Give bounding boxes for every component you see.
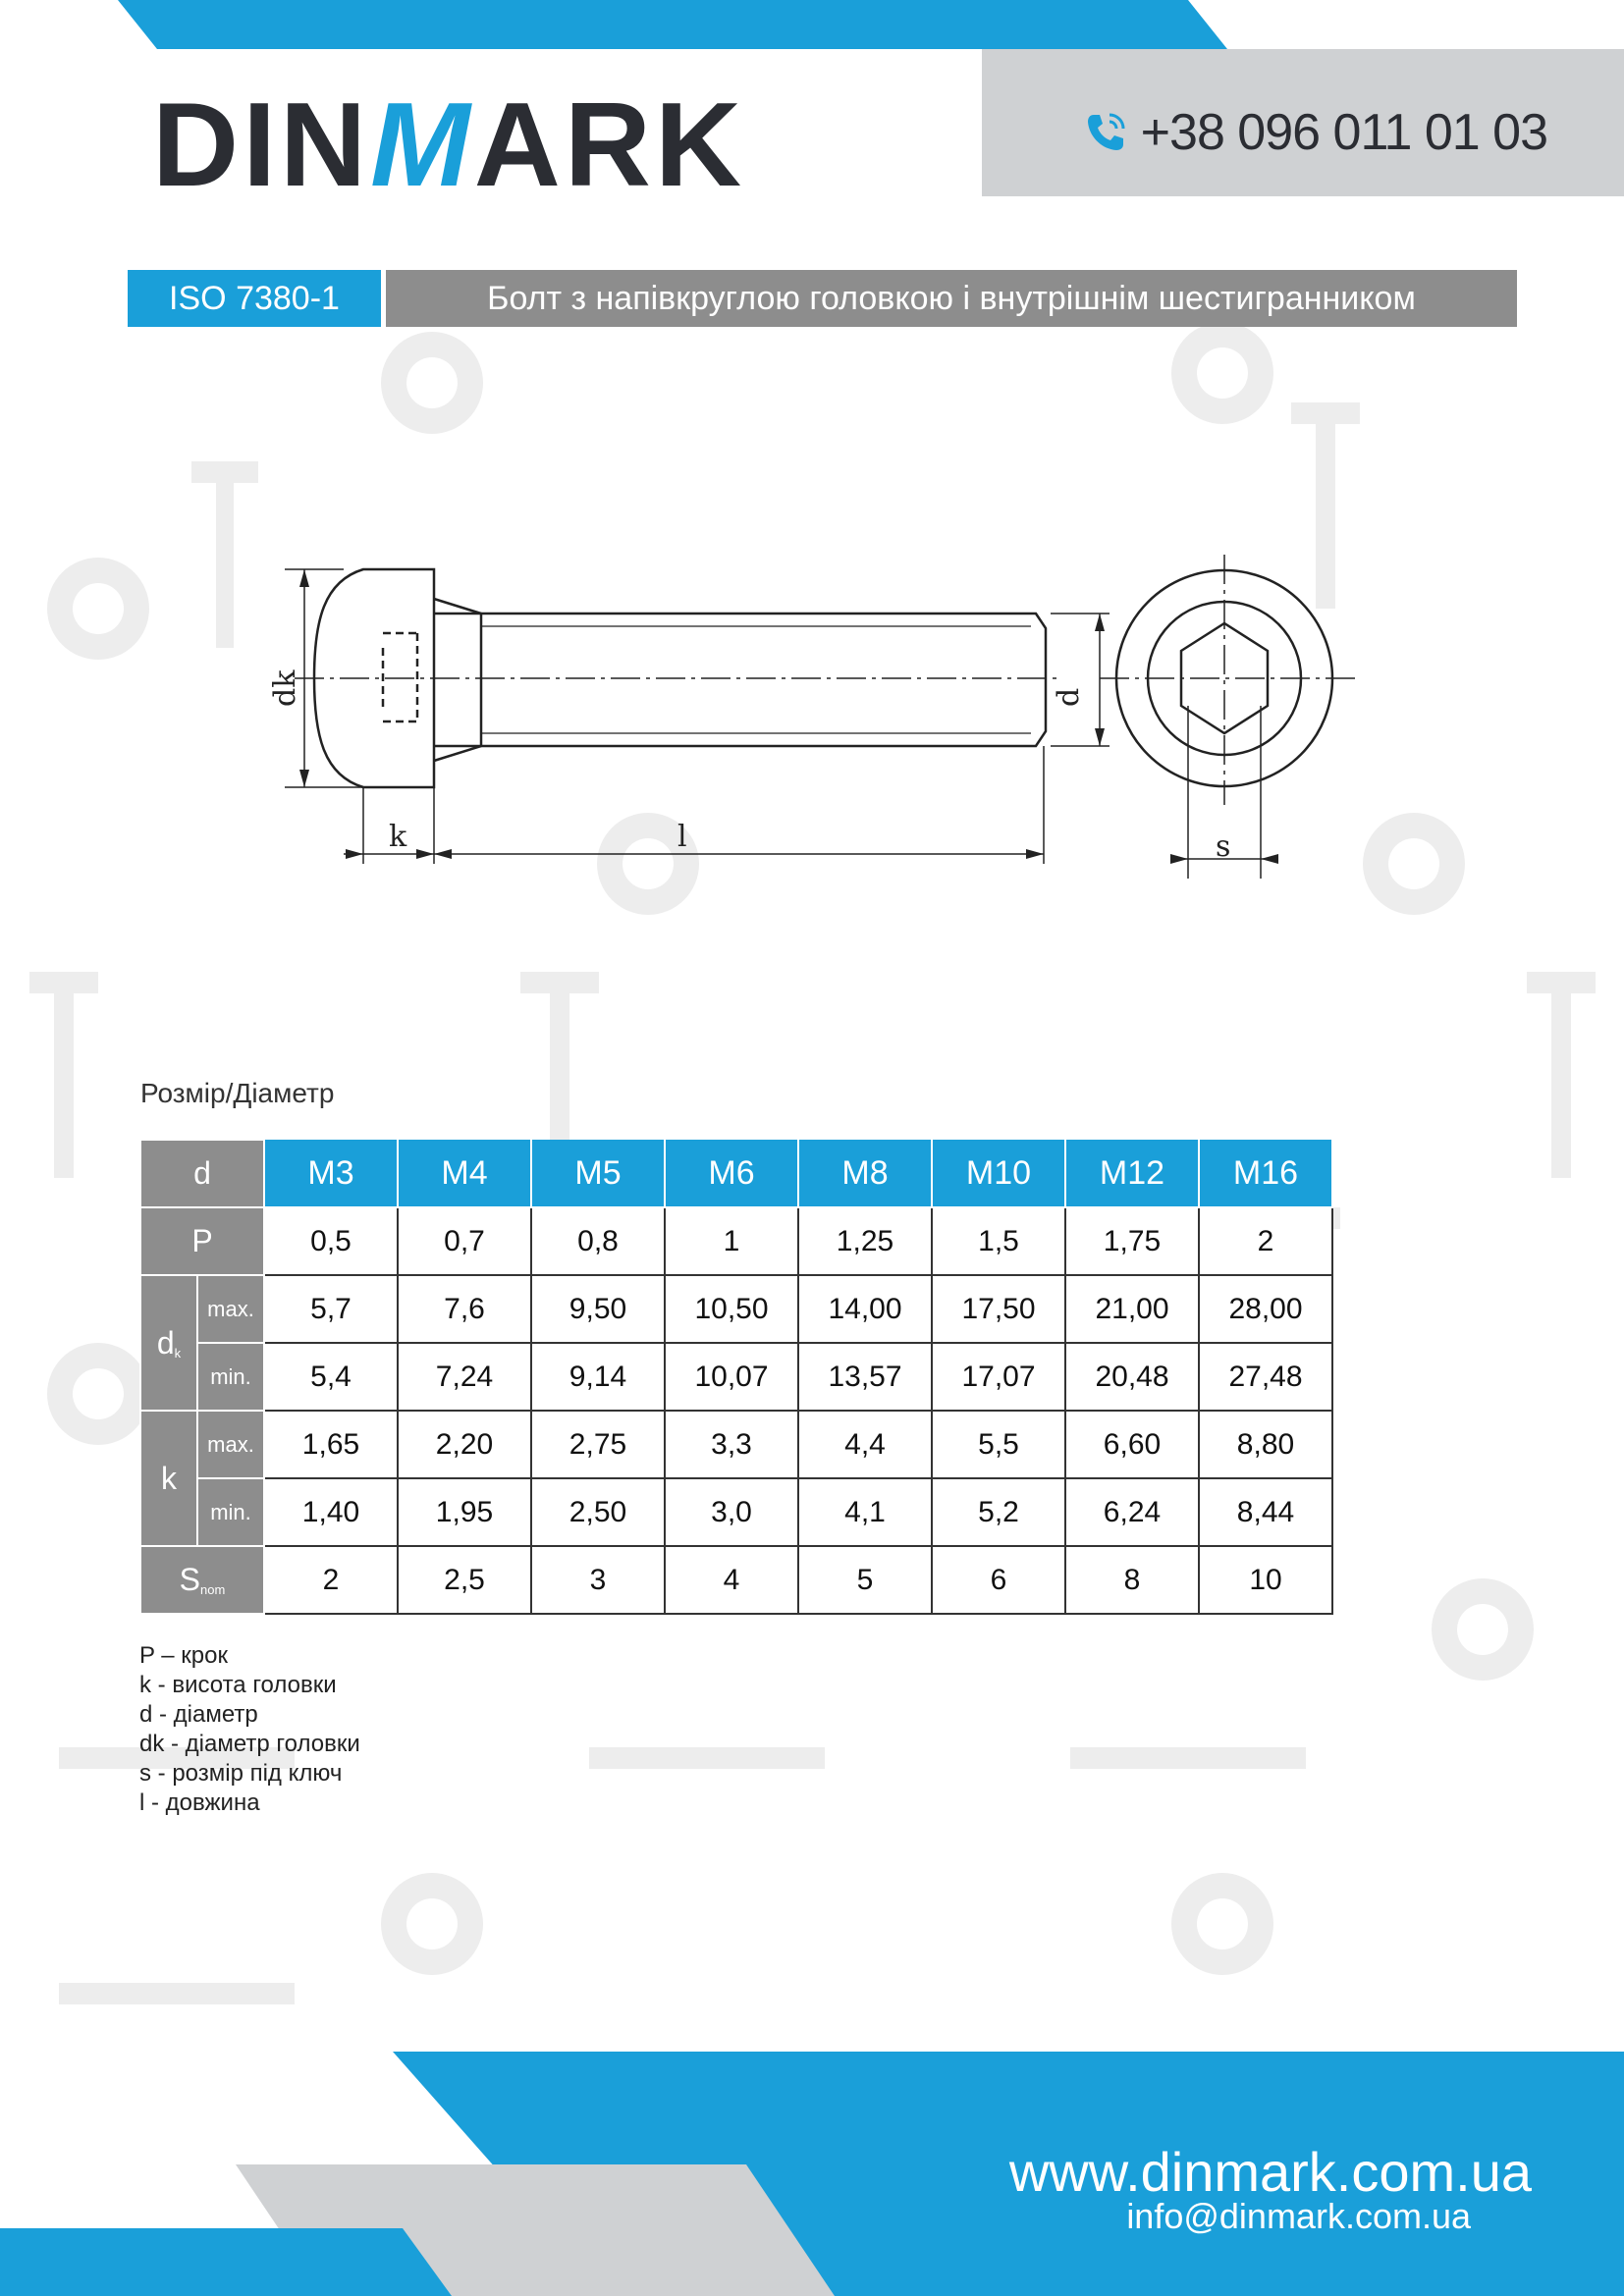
table-cell: 4,4 [798,1411,932,1478]
table-cell: 0,5 [264,1207,398,1275]
row-header-snom: Snom [140,1546,264,1614]
table-cell: 6,24 [1065,1478,1199,1546]
table-cell: 1,75 [1065,1207,1199,1275]
row-subheader-min: min. [197,1478,264,1546]
table-cell: 2,20 [398,1411,531,1478]
table-cell: 5,7 [264,1275,398,1343]
size-header: M12 [1065,1140,1199,1207]
table-cell: 9,50 [531,1275,665,1343]
label-d: d [1052,687,1086,707]
row-header-k: k [140,1411,197,1546]
table-cell: 6 [932,1546,1065,1614]
phone-number: +38 096 011 01 03 [1140,104,1547,161]
table-cell: 8 [1065,1546,1199,1614]
legend-item: l - довжина [139,1789,260,1816]
label-l: l [677,820,687,854]
table-cell: 7,24 [398,1343,531,1411]
table-row [140,1478,1332,1546]
table-cell: 10 [1199,1546,1332,1614]
table-cell: 1,25 [798,1207,932,1275]
dinmark-logo: DINMARK [152,78,746,211]
label-dk: dk [268,669,302,707]
table-cell: 2 [1199,1207,1332,1275]
size-header: M10 [932,1140,1065,1207]
table-row [140,1343,1332,1411]
table-cell: 1,5 [932,1207,1065,1275]
table-cell: 8,44 [1199,1478,1332,1546]
table-cell: 1,65 [264,1411,398,1478]
legend [139,1641,360,1818]
table-cell: 9,14 [531,1343,665,1411]
size-header: M16 [1199,1140,1332,1207]
phone-contact[interactable] [1082,98,1547,167]
table-cell: 5,5 [932,1411,1065,1478]
table-cell: 10,50 [665,1275,798,1343]
size-header: M5 [531,1140,665,1207]
legend-item: dk - діаметр головки [139,1731,360,1757]
legend-item: s - розмір під ключ [139,1760,343,1787]
table-cell: 21,00 [1065,1275,1199,1343]
table-cell: 3,3 [665,1411,798,1478]
table-cell: 4 [665,1546,798,1614]
size-header: M4 [398,1140,531,1207]
table-cell: 1 [665,1207,798,1275]
table-cell: 1,40 [264,1478,398,1546]
size-header: M8 [798,1140,932,1207]
title-bar [128,270,1517,327]
row-subheader-max: max. [197,1275,264,1343]
dimensions-table [139,1139,1333,1615]
row-subheader-min: min. [197,1343,264,1411]
table-cell: 17,07 [932,1343,1065,1411]
table-cell: 2,75 [531,1411,665,1478]
table-cell: 5 [798,1546,932,1614]
table-cell: 17,50 [932,1275,1065,1343]
label-k: k [389,820,407,854]
size-header: M6 [665,1140,798,1207]
legend-item: k - висота головки [139,1672,337,1698]
label-s: s [1216,829,1231,864]
table-cell: 20,48 [1065,1343,1199,1411]
corner-header: d [140,1140,264,1207]
table-header-row [140,1140,1332,1207]
table-cell: 2 [264,1546,398,1614]
table-cell: 0,8 [531,1207,665,1275]
bolt-shank [434,614,1046,746]
table-cell: 2,5 [398,1546,531,1614]
table-cell: 2,50 [531,1478,665,1546]
table-cell: 3 [531,1546,665,1614]
table-cell: 0,7 [398,1207,531,1275]
legend-item: P – крок [139,1642,228,1669]
table-cell: 28,00 [1199,1275,1332,1343]
product-name: Болт з напівкруглою головкою і внутрішнім шестигранником [386,270,1517,327]
row-header-dk: dk [140,1275,197,1411]
size-header: M3 [264,1140,398,1207]
legend-item: d - діаметр [139,1701,258,1728]
table-cell: 6,60 [1065,1411,1199,1478]
table-cell: 7,6 [398,1275,531,1343]
table-caption: Розмір/Діаметр [140,1078,335,1108]
table-cell: 10,07 [665,1343,798,1411]
row-header-p: P [140,1207,264,1275]
table-cell: 27,48 [1199,1343,1332,1411]
table-cell: 14,00 [798,1275,932,1343]
table-cell: 1,95 [398,1478,531,1546]
table-cell: 13,57 [798,1343,932,1411]
table-row [140,1411,1332,1478]
table-cell: 5,2 [932,1478,1065,1546]
table-cell: 4,1 [798,1478,932,1546]
website-link[interactable]: www.dinmark.com.ua [1008,2141,1532,2203]
phone-icon [1082,109,1129,156]
table-row [140,1275,1332,1343]
email-link[interactable]: info@dinmark.com.ua [1126,2196,1471,2236]
standard-code: ISO 7380-1 [128,270,381,327]
table-cell: 5,4 [264,1343,398,1411]
table-cell: 3,0 [665,1478,798,1546]
bolt-drawing [268,540,1365,883]
row-subheader-max: max. [197,1411,264,1478]
table-row [140,1207,1332,1275]
table-cell: 8,80 [1199,1411,1332,1478]
table-row [140,1546,1332,1614]
